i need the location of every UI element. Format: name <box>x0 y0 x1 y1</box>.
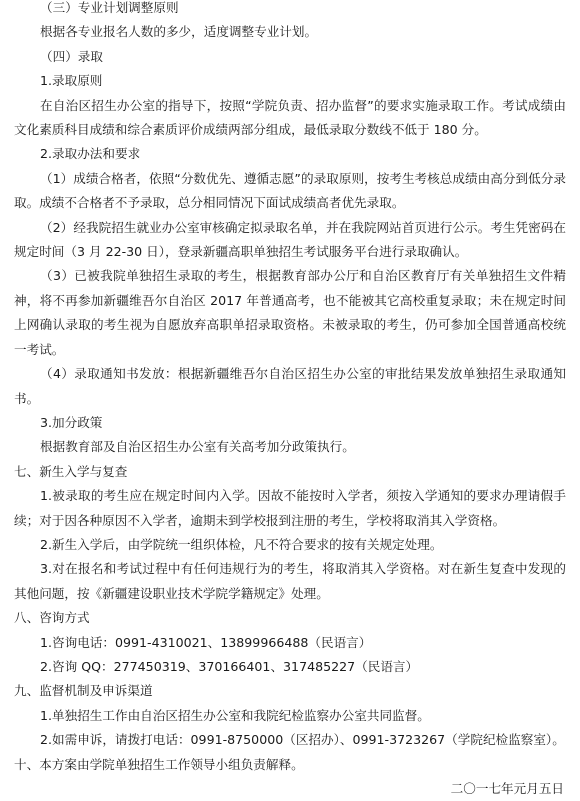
admission-principle-title: 1.录取原则 <box>40 73 103 89</box>
bonus-policy-text: 根据教育部及自治区招生办公室有关高考加分政策执行。 <box>40 439 355 455</box>
section-3-text: 根据各专业报名人数的多少，适度调整专业计划。 <box>40 24 318 40</box>
supervision-item-1: 1.单独招生工作由自治区招生办公室和我院纪检监察办公室共同监督。 <box>40 707 430 723</box>
section-3-title: （三）专业计划调整原则 <box>40 0 179 15</box>
admission-method-item-3: （3）已被我院单独招生录取的考生，根据教育部办公厅和自治区教育厅有关单独招生文件精神，将不再参加新疆维吾尔自治区 2017 年普通高考，也不能被其它高校重复录取；未在规定时间上网确认录取的考生视为自愿放弃高职单招录取资格。未被录取的考生，仍可参加全国普通高校统一考试。 <box>14 268 566 357</box>
section-7-item-2: 2.新生入学后，由学院统一组织体检，凡不符合要求的按有关规定处理。 <box>40 536 443 552</box>
admission-principle-text: 在自治区招生办公室的指导下，按照“学院负责、招办监督”的要求实施录取工作。考试成绩由文化素质科目成绩和综合素质评价成绩两部分组成，最低录取分数线不低于 180 分。 <box>14 97 566 138</box>
document-date: 二〇一七年元月五日 <box>450 781 564 796</box>
admission-method-item-2: （2）经我院招生就业办公室审核确定拟录取名单，并在我院网站首页进行公示。考生凭密码在规定时间（3 月 22-30 日），登录新疆高职单独招生考试服务平台进行录取确认。 <box>14 219 566 260</box>
section-7-item-3: 3.对在报名和考试过程中有任何违规行为的考生，将取消其入学资格。对在新生复查中发现的其他问题，按《新疆建设职业技术学院学籍规定》处理。 <box>14 561 566 601</box>
section-7-title: 七、新生入学与复查 <box>14 463 128 479</box>
supervision-item-2: 2.如需申诉，请拨打电话：0991-8750000（区招办）、0991-3723267（学院纪检监察室）。 <box>40 732 565 748</box>
section-4-title: （四）录取 <box>40 48 103 64</box>
admission-method-item-4: （4）录取通知书发放：根据新疆维吾尔自治区招生办公室的审批结果发放单独招生录取通知书。 <box>14 366 566 406</box>
section-9-title: 九、监督机制及申诉渠道 <box>14 683 153 699</box>
consult-phone: 1.咨询电话：0991-4310021、13899966488（民语言） <box>40 634 372 650</box>
section-7-item-1: 1.被录取的考生应在规定时间内入学。因故不能按时入学者，须按入学通知的要求办理请假手续；对于因各种原因不入学者，逾期未到学校报到注册的考生，学校将取消其入学资格。 <box>14 488 566 528</box>
consult-qq: 2.咨询 QQ：277450319、370166401、317485227（民语言） <box>40 658 419 674</box>
admission-method-item-1: （1）成绩合格者，依照“分数优先、遵循志愿”的录取原则，按考生考核总成绩由高分到低分录取。成绩不合格者不予录取，总分相同情况下面试成绩高者优先录取。 <box>14 170 566 211</box>
admission-method-title: 2.录取办法和要求 <box>40 146 141 162</box>
section-8-title: 八、咨询方式 <box>14 610 90 626</box>
section-10-title: 十、本方案由学院单独招生工作领导小组负责解释。 <box>14 756 304 772</box>
bonus-policy-title: 3.加分政策 <box>40 414 103 430</box>
